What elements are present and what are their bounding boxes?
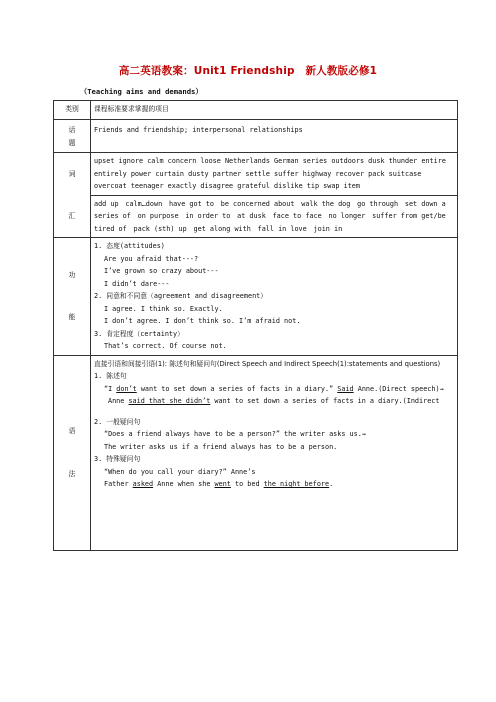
spacer bbox=[94, 408, 454, 416]
grammar-example: The writer asks us if a friend always has to be a person. bbox=[104, 442, 338, 451]
grammar-section-title: 3. 特殊疑问句 bbox=[94, 455, 141, 463]
topic-row bbox=[54, 120, 458, 153]
lesson-plan-table bbox=[53, 100, 458, 551]
function-label: 功 能 bbox=[54, 238, 91, 356]
page-title: 高二英语教案：Unit1 Friendship 新人教版必修1 bbox=[118, 65, 378, 77]
function-line: 2. 同意和不同意（agreement and disagreement） bbox=[94, 292, 268, 300]
category-header: 类别 bbox=[54, 101, 91, 120]
function-line: I agree. I think so. Exactly. bbox=[104, 304, 223, 313]
grammar-section-title: 2. 一般疑问句 bbox=[94, 417, 141, 426]
table-header-row bbox=[54, 101, 458, 120]
grammar-content bbox=[91, 355, 458, 550]
function-line: I didn’t dare--- bbox=[104, 279, 170, 288]
vocab-phrases: add up calm…down have got to be concerned about walk the dog go through set down a series of on purpose in order to at dusk face to face no longer suffer from get/be tired of pack (sth) up get along with fall in love join in bbox=[91, 195, 458, 238]
grammar-intro: 直接引语和间接引语(1): 陈述句和疑问句(Direct Speech and Indirect Speech(1):statements and questions) bbox=[94, 359, 441, 368]
grammar-section-title: 1. 陈述句 bbox=[94, 372, 127, 380]
requirements-header: 课程标准要求掌握的项目 bbox=[91, 101, 458, 120]
topic-content: Friends and friendship; interpersonal relationships bbox=[91, 120, 458, 153]
grammar-example: Anne said that she didn’t want to set down a series of facts in a diary.(Indirect bbox=[108, 397, 440, 405]
function-line: I’ve grown so crazy about--- bbox=[104, 267, 219, 275]
grammar-label: 语 法 bbox=[54, 355, 91, 550]
vocab-row bbox=[54, 153, 458, 196]
vocab-phrase-row bbox=[54, 195, 458, 238]
grammar-example: “Does a friend always have to be a person?” the writer asks us.→ bbox=[104, 430, 366, 438]
function-line: I don’t agree. I don’t think so. I’m afraid not. bbox=[104, 317, 301, 325]
grammar-row bbox=[54, 355, 458, 550]
function-content bbox=[91, 238, 458, 356]
vocab-label: 词 汇 bbox=[54, 153, 91, 238]
function-line: 1. 态度(attitudes) bbox=[94, 242, 165, 250]
topic-label: 话 题 bbox=[54, 120, 91, 153]
function-line: 3. 肯定程度（certainty） bbox=[94, 329, 184, 338]
grammar-example: “When do you call your diary?” Anne’s bbox=[104, 467, 256, 476]
grammar-example: “I don’t want to set down a series of facts in a diary.” Said Anne.(Direct speech)→ bbox=[104, 384, 444, 393]
function-line: That’s correct. Of course not. bbox=[104, 342, 227, 350]
function-row bbox=[54, 238, 458, 356]
page-subtitle: （Teaching aims and demands） bbox=[80, 87, 203, 96]
function-line: Are you afraid that---? bbox=[104, 254, 199, 263]
grammar-example: Father asked Anne when she went to bed the night before. bbox=[104, 480, 334, 488]
vocab-words: upset ignore calm concern loose Netherlands German series outdoors dusk thunder entire entirely power curtain dusty partner settle suffer highway recover pack suitcase overcoat teenager exactly disagree grateful dislike tip swap item bbox=[91, 153, 458, 196]
